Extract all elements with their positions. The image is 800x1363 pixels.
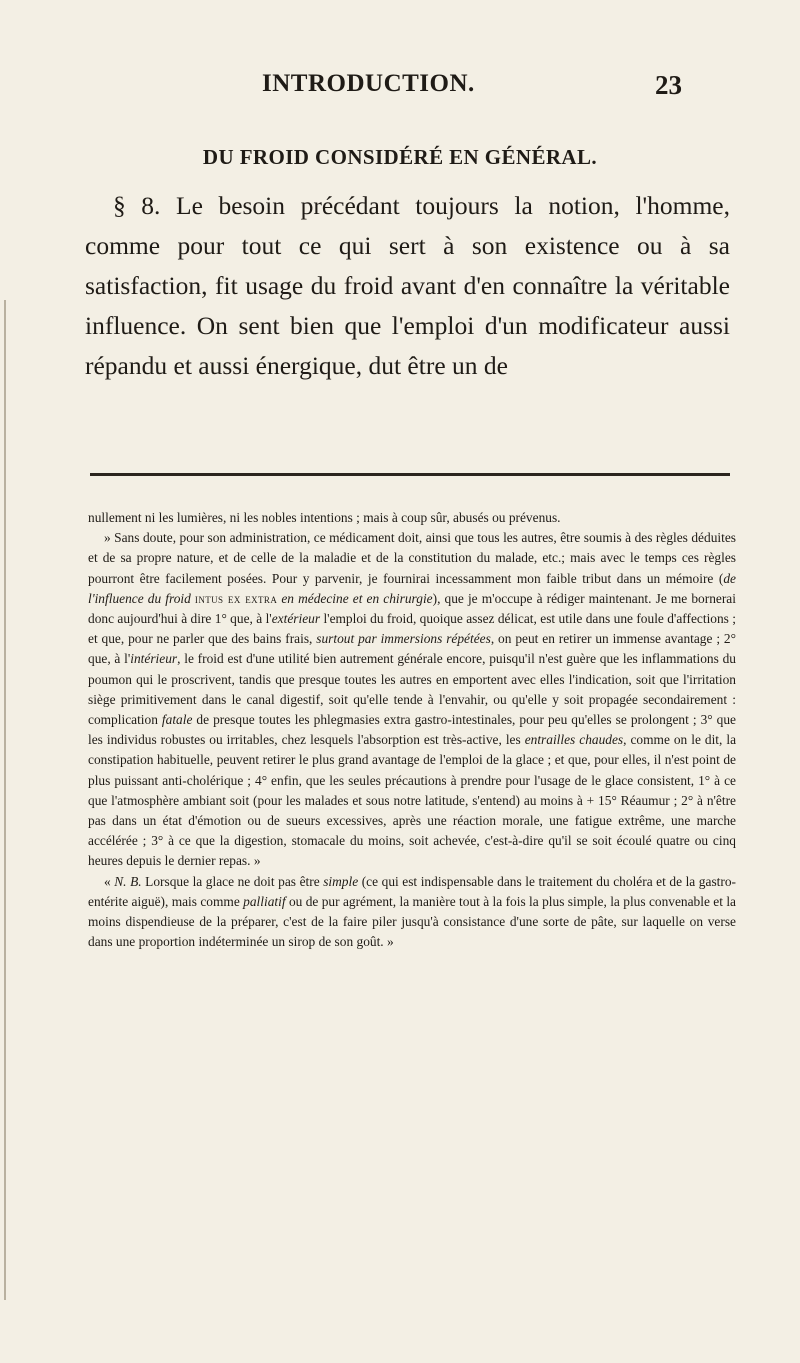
text-run: de presque toutes les phlegmasies extra gastro-intestinales, pour peu qu'elles se prolongent ; 3° que les individus robustes ou irritables, chez lesquels l'absorption est très-active, les (88, 712, 736, 748)
small-caps-run: intus ex extra (194, 590, 278, 606)
footnote-paragraph-1: nullement ni les lumières, ni les nobles intentions ; mais à coup sûr, abusés ou prévenus. (88, 510, 561, 525)
italic-run: fatale (161, 712, 193, 728)
text-run: ou de pur agrément, la manière tout à la fois la plus simple, la plus convenable et la moins dispendieuse de la préparer, c'est de la faire piler jusqu'à consistance d'une sorte de pâte, sur laquelle on verse dans une proportion indéterminée un sirop de son goût. » (88, 893, 736, 950)
text-run: Lorsque la glace ne doit pas être (141, 873, 324, 889)
text-run: « (104, 873, 115, 889)
italic-run: N. B. (114, 873, 142, 889)
page-header (0, 70, 800, 130)
running-head: INTRODUCTION. (262, 70, 475, 97)
text-run: , on peut en retirer un immense avantage ; 2° que, à l' (88, 631, 736, 667)
italic-run: intérieur (130, 651, 178, 667)
text-run: , comme on le dit, la constipation habituelle, peuvent retirer le plus grand avantage de l'emploi de la glace ; et que, pour elles, il n'est point de plus puissant anti-cholérique ; 4° enfin, que les seules précautions à prendre pour l'usage de le glace consistent, 1° à ce que l'atmosphère ambiant soit (pour les malades et sous notre latitude, s'entend) au moins à + 15° Réaumur ; 2° à n'être pas dans un état d'émotion ou de sueurs excessives, après une réaction morale, une fatigue extrême, une marche accélérée ; 3° à ce que la digestion, stomacale du moins, soit achevée, c'est-à-dire qu'il se soit écoulé quatre ou cinq heures depuis le dernier repas. » (88, 732, 737, 869)
italic-run: palliatif (243, 893, 286, 909)
footnote-paragraph-3 (88, 872, 736, 953)
text-run: , le froid est d'une utilité bien autrement générale encore, puisqu'il n'est guère que les inflammations du poumon qui le proscrivent, tandis que presque toutes les autres en emportent avec elles l'indication, soit que l'irritation siège primitivement dans le canal digestif, soit qu'elle tende à l'envahir, ou qu'elle y soit propagée secondairement : complication (88, 651, 736, 728)
page-number: 23 (655, 70, 682, 100)
italic-run: simple (323, 873, 359, 889)
page-edge-shadow (4, 300, 6, 1300)
main-paragraph: § 8. Le besoin précédant toujours la notion, l'homme, comme pour tout ce qui sert à son existence ou à sa satisfaction, fit usage du froid avant d'en connaître la véritable influence. On sent bien que l'emploi d'un modificateur aussi répandu et aussi énergique, dut être un de (85, 191, 730, 380)
italic-run: extérieur (271, 611, 321, 627)
text-run: (ce qui est indispensable dans le traitement du choléra et de la gastro-entérite aiguë), mais comme (88, 873, 736, 909)
italic-run: entrailles chaudes (524, 732, 624, 748)
italic-run: en médecine et en chirurgie (281, 590, 433, 606)
footnote (88, 508, 736, 952)
italic-run: surtout par immersions répétées (316, 631, 491, 647)
main-text (85, 186, 730, 386)
section-heading: DU FROID CONSIDÉRÉ EN GÉNÉRAL. (202, 145, 598, 169)
text-run: ), que je m'occupe à rédiger maintenant. Je me bornerai donc aujourd'hui à dire 1° que, à l' (88, 590, 736, 627)
footnote-paragraph-2 (88, 528, 736, 871)
footnote-separator (90, 473, 730, 476)
text-run: l'emploi du froid, quoique assez délicat, est utile dans une foule d'affections ; et que, pour ne parler que des bains frais, (88, 611, 737, 647)
text-run: » Sans doute, pour son administration, ce médicament doit, ainsi que tous les autres, être soumis à des règles déduites et de sa propre nature, et de celle de la maladie et de la constitution du malade, etc.; mais avec le temps ces règles pourront être facilement posées. Pour y parvenir, je fournirai incessamment mon faible tribut dans un mémoire ( (88, 530, 736, 586)
italic-run: de l'influence du froid (88, 570, 736, 606)
